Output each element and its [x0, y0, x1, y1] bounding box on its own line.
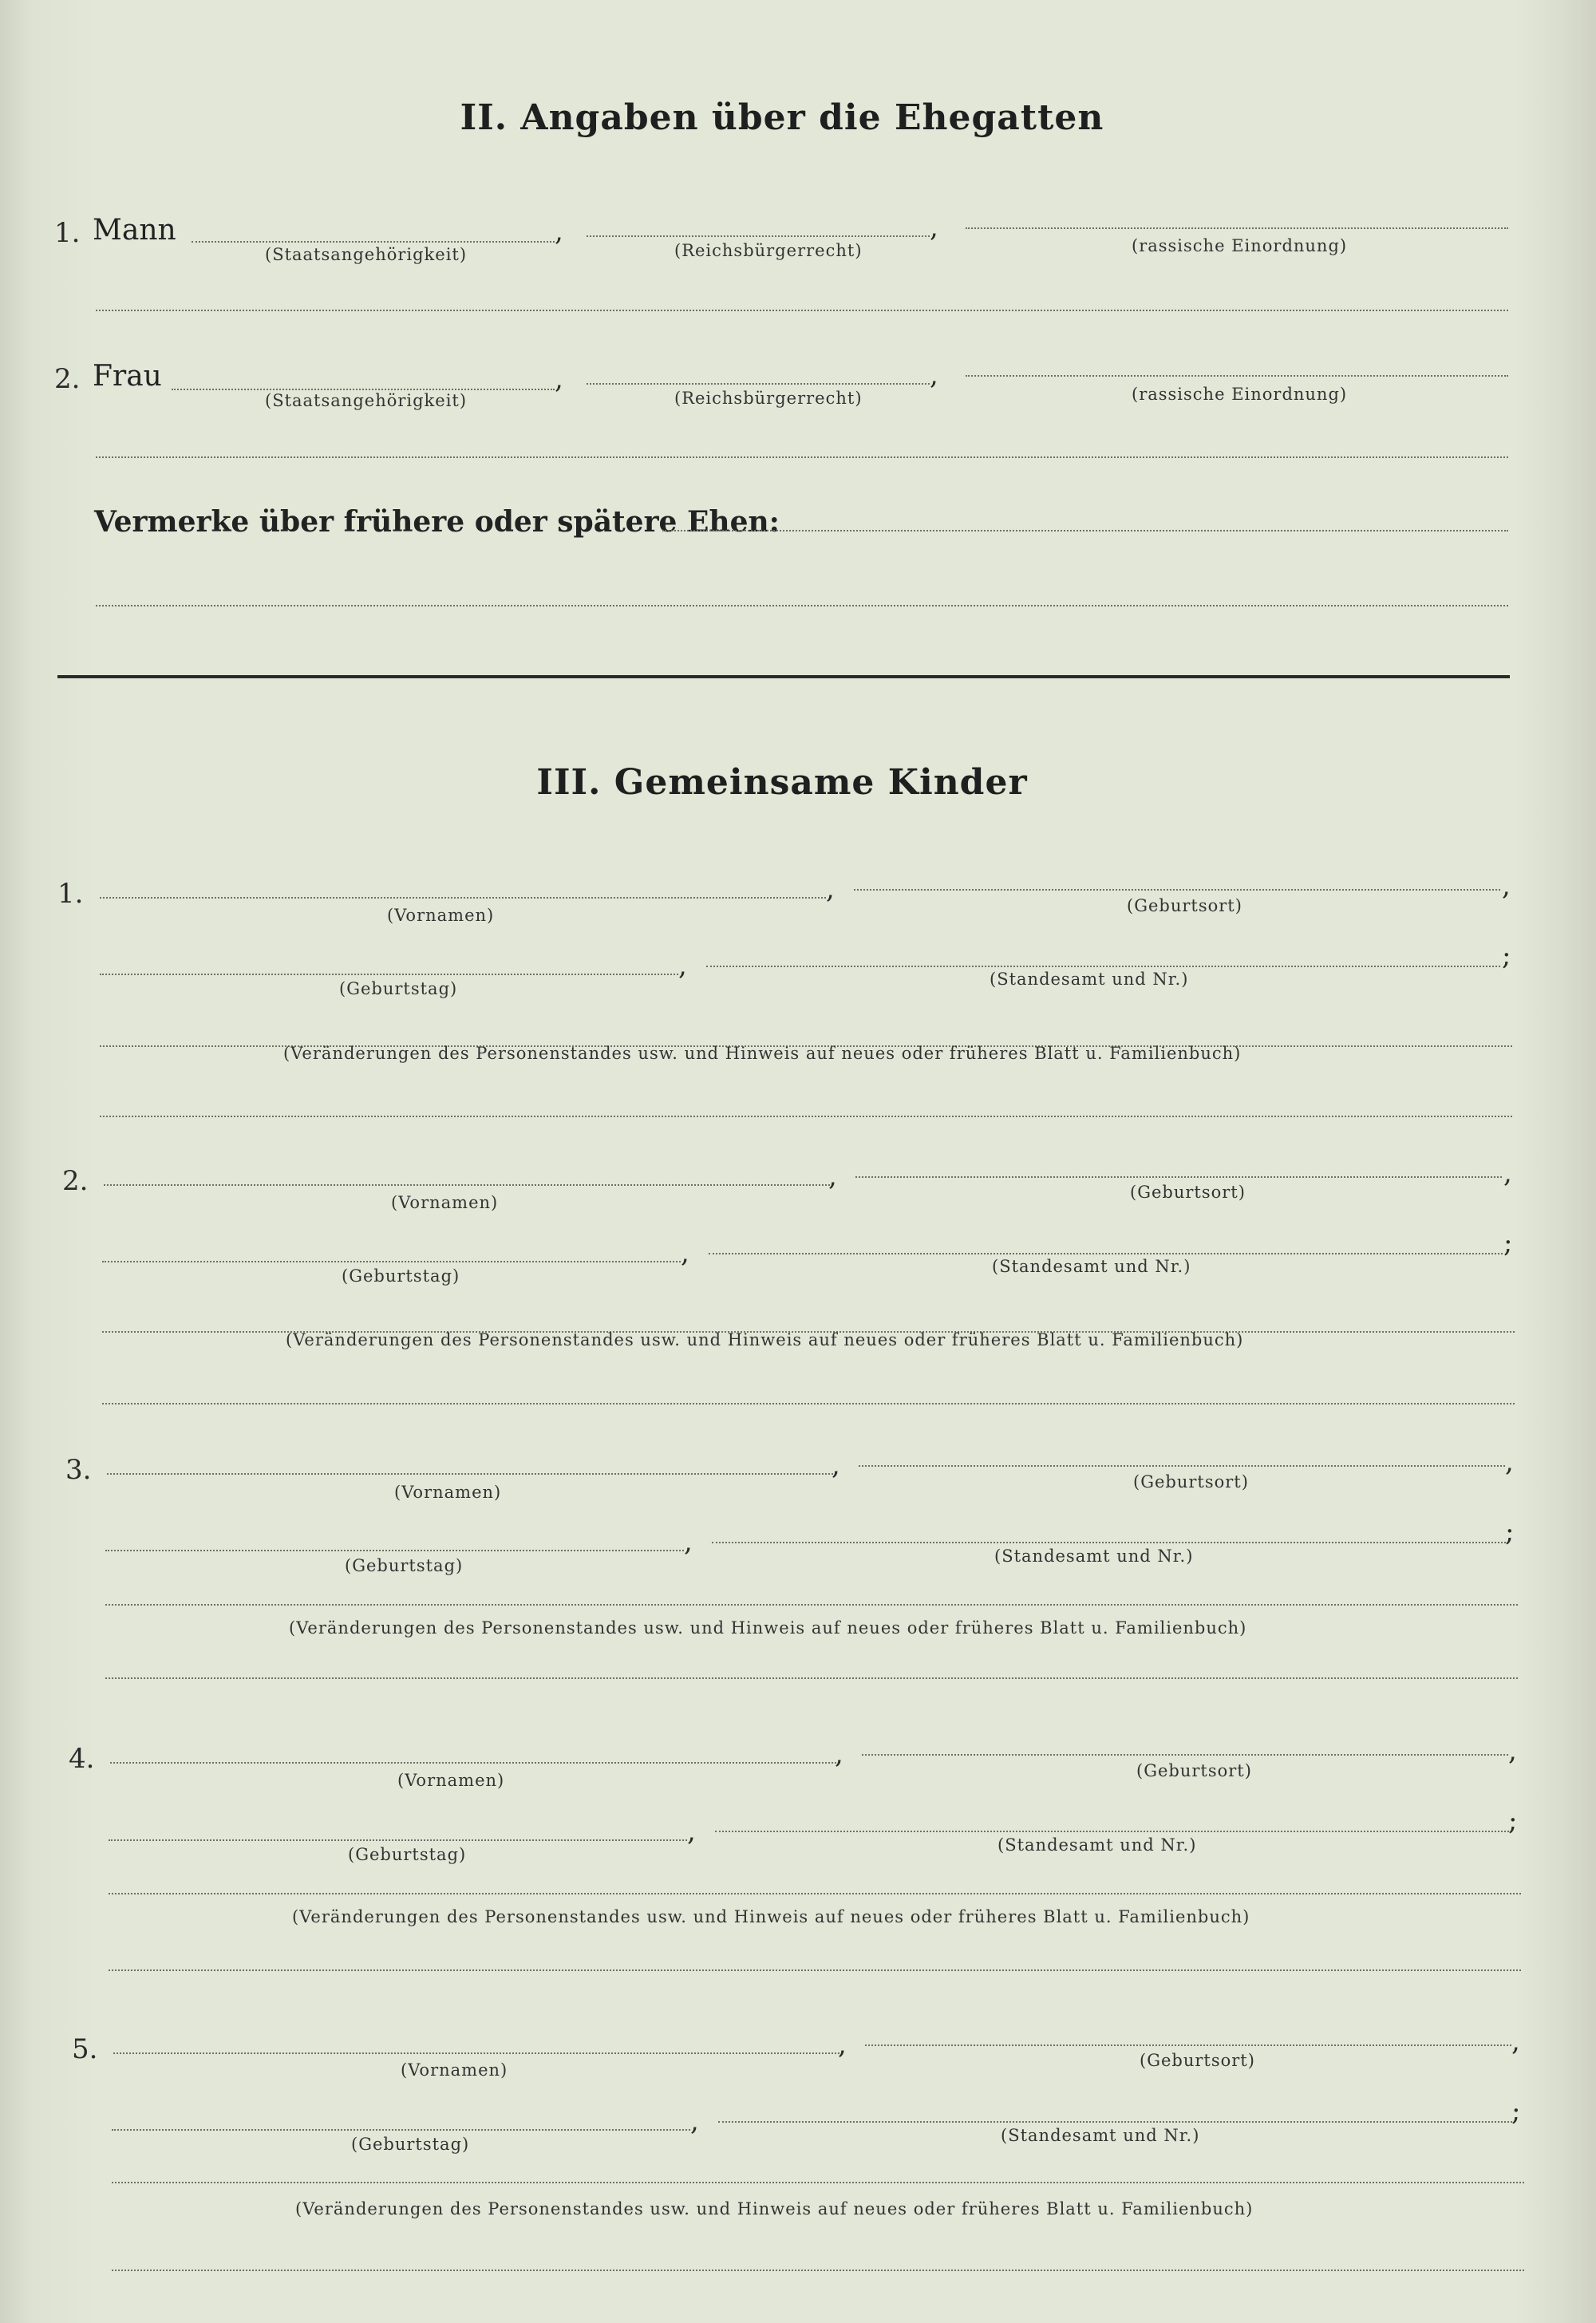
child-registry-field[interactable]: [715, 1831, 1509, 1832]
birthday-caption: (Geburtstag): [339, 979, 458, 998]
child-birthplace-field[interactable]: [865, 2044, 1511, 2046]
spouse-1-citizenship-caption: (Staatsangehörigkeit): [265, 245, 468, 264]
child-given-names-field[interactable]: [113, 2052, 839, 2054]
child-birthday-field[interactable]: [100, 974, 678, 975]
semicolon: ;: [1503, 1227, 1513, 1259]
changes-caption: (Veränderungen des Personenstandes usw. und Hinweis auf neues oder früheres Blatt u. Familienbuch): [283, 1044, 1242, 1063]
child-changes-line-2[interactable]: [100, 1116, 1512, 1117]
comma: ,: [1505, 1446, 1514, 1478]
child-number: 4.: [69, 1743, 95, 1775]
registry-caption: (Standesamt und Nr.): [998, 1835, 1197, 1855]
birthplace-caption: (Geburtsort): [1127, 896, 1242, 915]
comma: ,: [684, 1526, 693, 1558]
marriage-notes-line-2[interactable]: [96, 605, 1508, 606]
comma: ,: [690, 2105, 699, 2137]
child-birthday-field[interactable]: [112, 2129, 690, 2131]
spouse-1-classification-caption: (rassische Einordnung): [1132, 236, 1348, 255]
birthplace-caption: (Geburtsort): [1133, 1472, 1249, 1491]
child-registry-field[interactable]: [718, 2121, 1512, 2123]
spouse-2-label: Frau: [93, 360, 162, 393]
changes-caption: (Veränderungen des Personenstandes usw. und Hinweis auf neues oder früheres Blatt u. Familienbuch): [292, 1907, 1250, 1926]
child-birthday-field[interactable]: [105, 1550, 684, 1551]
child-changes-field[interactable]: [112, 2182, 1524, 2183]
semicolon: ;: [1505, 1516, 1515, 1548]
spouse-2-classification-caption: (rassische Einordnung): [1132, 385, 1348, 404]
spouse-2-reich-caption: (Reichsbürgerrecht): [674, 389, 863, 408]
birthday-caption: (Geburtstag): [351, 2135, 470, 2154]
comma: ,: [1503, 1157, 1512, 1189]
section-2-title: II. Angaben über die Ehegatten: [460, 97, 1104, 138]
comma: ,: [832, 1449, 840, 1481]
spouse-1-label: Mann: [93, 214, 176, 247]
child-registry-field[interactable]: [709, 1253, 1503, 1254]
child-number: 1.: [57, 878, 84, 910]
child-birthplace-field[interactable]: [859, 1465, 1505, 1467]
spouse-2-reich-citizenship-field[interactable]: [587, 383, 930, 385]
spouse-1-reich-caption: (Reichsbürgerrecht): [674, 241, 863, 260]
changes-caption: (Veränderungen des Personenstandes usw. und Hinweis auf neues oder früheres Blatt u. Familienbuch): [289, 1618, 1247, 1638]
child-number: 2.: [62, 1165, 89, 1197]
comma: ,: [838, 2029, 847, 2060]
semicolon: ;: [1511, 2096, 1521, 2127]
registry-caption: (Standesamt und Nr.): [992, 1257, 1191, 1276]
child-changes-line-2[interactable]: [109, 1969, 1521, 1971]
child-changes-field[interactable]: [109, 1893, 1521, 1894]
comma: ,: [835, 1738, 843, 1770]
child-birthplace-field[interactable]: [854, 889, 1500, 891]
comma: ,: [826, 873, 835, 905]
child-birthday-field[interactable]: [102, 1261, 681, 1262]
spouse-2-extra-line[interactable]: [96, 456, 1508, 458]
marriage-notes-label: Vermerke über frühere oder spätere Ehen:: [94, 505, 780, 539]
comma: ,: [828, 1160, 837, 1192]
child-birthday-field[interactable]: [109, 1839, 687, 1841]
child-changes-line-2[interactable]: [102, 1403, 1515, 1404]
comma: ,: [1511, 2025, 1520, 2057]
comma: ,: [678, 950, 687, 982]
spouse-2-citizenship-caption: (Staatsangehörigkeit): [265, 391, 468, 410]
section-divider: [57, 675, 1510, 678]
spouse-2-classification-field[interactable]: [966, 375, 1508, 377]
registry-caption: (Standesamt und Nr.): [990, 970, 1189, 989]
spouse-2-number: 2.: [54, 363, 81, 395]
section-3-title: III. Gemeinsame Kinder: [536, 762, 1028, 803]
given-names-caption: (Vornamen): [387, 906, 495, 925]
registry-caption: (Standesamt und Nr.): [1001, 2126, 1200, 2145]
comma: ,: [930, 211, 938, 243]
semicolon: ;: [1508, 1805, 1518, 1837]
birthplace-caption: (Geburtsort): [1136, 1761, 1252, 1780]
birthplace-caption: (Geburtsort): [1130, 1183, 1246, 1202]
comma: ,: [687, 1815, 696, 1847]
child-changes-field[interactable]: [105, 1604, 1518, 1606]
child-number: 5.: [72, 2033, 98, 2065]
child-number: 3.: [65, 1454, 92, 1486]
given-names-caption: (Vornamen): [394, 1483, 502, 1502]
child-changes-line-2[interactable]: [105, 1677, 1518, 1679]
child-registry-field[interactable]: [706, 966, 1500, 967]
spouse-1-extra-line[interactable]: [96, 310, 1508, 311]
child-birthplace-field[interactable]: [862, 1754, 1508, 1756]
child-changes-line-2[interactable]: [112, 2270, 1524, 2271]
child-given-names-field[interactable]: [104, 1184, 830, 1186]
comma: ,: [555, 363, 563, 395]
comma: ,: [930, 359, 938, 391]
changes-caption: (Veränderungen des Personenstandes usw. und Hinweis auf neues oder früheres Blatt u. Familienbuch): [286, 1330, 1244, 1349]
registry-caption: (Standesamt und Nr.): [994, 1547, 1194, 1566]
spouse-1-citizenship-field[interactable]: [192, 241, 555, 243]
given-names-caption: (Vornamen): [397, 1771, 505, 1790]
birthplace-caption: (Geburtsort): [1140, 2051, 1255, 2070]
given-names-caption: (Vornamen): [401, 2060, 508, 2080]
child-registry-field[interactable]: [712, 1542, 1506, 1543]
marriage-notes-field[interactable]: [662, 530, 1508, 531]
comma: ,: [555, 215, 563, 247]
birthday-caption: (Geburtstag): [348, 1845, 467, 1864]
changes-caption: (Veränderungen des Personenstandes usw. und Hinweis auf neues oder früheres Blatt u. Familienbuch): [295, 2199, 1254, 2218]
comma: ,: [681, 1237, 689, 1269]
birthday-caption: (Geburtstag): [345, 1556, 464, 1575]
semicolon: ;: [1502, 940, 1511, 972]
birthday-caption: (Geburtstag): [342, 1266, 460, 1286]
spouse-1-number: 1.: [54, 217, 81, 249]
child-given-names-field[interactable]: [107, 1473, 833, 1475]
child-given-names-field[interactable]: [110, 1762, 836, 1764]
child-birthplace-field[interactable]: [855, 1176, 1502, 1178]
spouse-2-citizenship-field[interactable]: [172, 389, 555, 390]
child-given-names-field[interactable]: [100, 897, 826, 899]
given-names-caption: (Vornamen): [391, 1193, 499, 1212]
spouse-1-reich-citizenship-field[interactable]: [587, 235, 930, 237]
spouse-1-classification-field[interactable]: [966, 227, 1508, 229]
comma: ,: [1508, 1735, 1517, 1767]
comma: ,: [1502, 870, 1511, 902]
